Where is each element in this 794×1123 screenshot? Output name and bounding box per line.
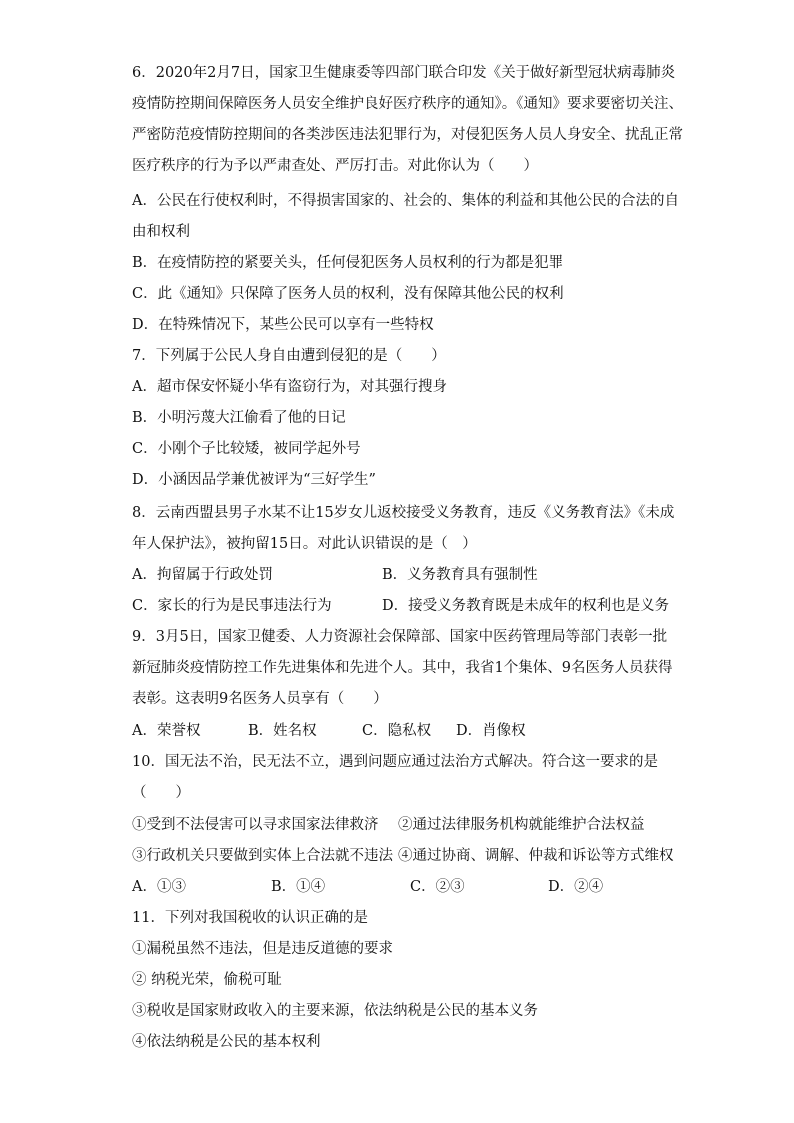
q6-stem-line-4: 医疗秩序的行为予以严肃查处、严厉打击。对此你认为（ ） — [132, 158, 538, 174]
q10-option-a: A．①③ — [132, 879, 186, 895]
q9-option-c: C．隐私权 — [362, 723, 432, 739]
q6-option-b: B．在疫情防控的紧要关头，任何侵犯医务人员权利的行为都是犯罪 — [132, 255, 564, 271]
q9-stem-line-2: 新冠肺炎疫情防控工作先进集体和先进个人。其中，我省1个集体、9名医务人员获得 — [132, 660, 673, 676]
q8-option-c: C．家长的行为是民事违法行为 — [132, 598, 332, 614]
q9-option-b: B．姓名权 — [248, 723, 317, 739]
q8-option-a: A．拘留属于行政处罚 — [132, 567, 273, 583]
q7-option-b: B．小明污蔑大江偷看了他的日记 — [132, 410, 346, 426]
q6-stem-line-2: 疫情防控期间保障医务人员安全维护良好医疗秩序的通知》。《通知》要求要密切关注、 — [132, 96, 683, 112]
q6-option-c: C．此《通知》只保障了医务人员的权利，没有保障其他公民的权利 — [132, 286, 564, 302]
q11-item-1: ①漏税虽然不违法，但是违反道德的要求 — [132, 941, 393, 957]
q10-stem-line-1: 10．国无法不治，民无法不立，遇到问题应通过法治方式解决。符合这一要求的是 — [132, 754, 658, 770]
q11-stem: 11．下列对我国税收的认识正确的是 — [132, 910, 368, 926]
q10-option-c: C．②③ — [410, 879, 465, 895]
q10-option-d: D．②④ — [548, 879, 604, 895]
q6-stem-line-3: 严密防范疫情防控期间的各类涉医违法犯罪行为，对侵犯医务人员人身安全、扰乱正常 — [132, 127, 683, 143]
q11-item-4: ④依法纳税是公民的基本权利 — [132, 1034, 321, 1050]
q8-option-d: D．接受义务教育既是未成年的权利也是义务 — [382, 598, 670, 614]
q7-stem: 7．下列属于公民人身自由遭到侵犯的是（ ） — [132, 348, 446, 364]
q9-option-a: A．荣誉权 — [132, 723, 201, 739]
q9-stem-line-1: 9．3月5日，国家卫健委、人力资源社会保障部、国家中医药管理局等部门表彰一批 — [132, 629, 668, 645]
q10-item-2: ②通过法律服务机构就能维护合法权益 — [398, 817, 645, 833]
q10-item-1: ①受到不法侵害可以寻求国家法律救济 — [132, 817, 379, 833]
q10-item-4: ④通过协商、调解、仲裁和诉讼等方式维权 — [398, 848, 674, 864]
q8-stem-line-1: 8．云南西盟县男子水某不让15岁女儿返校接受义务教育，违反《义务教育法》《未成 — [132, 505, 675, 521]
q9-stem-line-3: 表彰。这表明9名医务人员享有（ ） — [132, 691, 388, 707]
q9-option-d: D．肖像权 — [456, 723, 526, 739]
q10-option-b: B．①④ — [271, 879, 326, 895]
q10-stem-line-2: （ ） — [132, 785, 190, 801]
q6-stem-line-1: 6．2020年2月7日，国家卫生健康委等四部门联合印发《关于做好新型冠状病毒肺炎 — [132, 65, 676, 81]
q11-item-2: ② 纳税光荣，偷税可耻 — [132, 972, 282, 988]
q8-option-b: B．义务教育具有强制性 — [382, 567, 538, 583]
q11-item-3: ③税收是国家财政收入的主要来源，依法纳税是公民的基本义务 — [132, 1003, 538, 1019]
q10-item-3: ③行政机关只要做到实体上合法就不违法 — [132, 848, 393, 864]
q6-option-a: A．公民在行使权利时，不得损害国家的、社会的、集体的利益和其他公民的合法的自 — [132, 193, 679, 209]
q7-option-a: A．超市保安怀疑小华有盗窃行为，对其强行搜身 — [132, 379, 447, 395]
q7-option-c: C．小刚个子比较矮，被同学起外号 — [132, 441, 361, 457]
q7-option-d: D．小涵因品学兼优被评为“三好学生” — [132, 472, 376, 488]
q8-stem-line-2: 年人保护法》，被拘留15日。对此认识错误的是（ ） — [132, 536, 477, 552]
q6-option-d: D．在特殊情况下，某些公民可以享有一些特权 — [132, 317, 434, 333]
q6-option-a-cont: 由和权利 — [132, 224, 190, 240]
